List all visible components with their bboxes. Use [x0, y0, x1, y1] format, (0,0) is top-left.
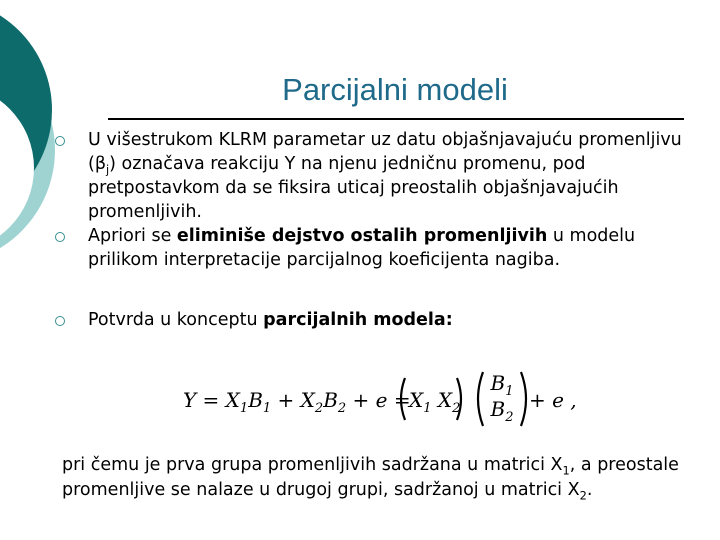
bullet-text: Apriori se: [88, 226, 177, 246]
bullet-item: [55, 224, 695, 272]
slide-title: Parcijalni modeli: [282, 72, 508, 107]
bullet-text: ) označava reakciju Y na njenu jedničnu promenu, pod pretpostavkom da se fiksira uticaj preostalih objašnjavajućih promenljivih.: [88, 154, 619, 222]
bullet-circle-icon: [55, 136, 65, 146]
subscript: j: [106, 162, 110, 177]
bullet-circle-icon: [55, 232, 65, 242]
bullet-item: [55, 308, 695, 332]
bullet-list: [55, 128, 695, 332]
equation-lhs: $Y = X_1B_1 + X_2B_2 + e$ =: [183, 388, 411, 416]
bullet-bold-text: parcijalnih modela:: [263, 310, 453, 330]
title-underline: [108, 118, 684, 120]
equation-row-matrix: $X_1$ $X_2$: [409, 388, 461, 416]
equation-end: + e ,: [529, 388, 577, 412]
equation-column-vector: $B_1$ $B_2$: [490, 371, 514, 425]
bullet-item: [55, 128, 695, 224]
footer-paragraph: pri čemu je prva grupa promenljivih sadržana u matrici $X_1$, a preostale promenljive se nalaze u drugoj grupi, sadržanoj u matrici $X_2$.: [62, 455, 679, 502]
bullet-bold-text: eliminiše dejstvo ostalih promenljivih: [176, 226, 548, 246]
bullet-circle-icon: [55, 316, 65, 326]
bullet-text: Potvrda u konceptu: [88, 310, 264, 330]
bullet-text: U višestrukom KLRM parametar uz datu objašnjavajuću promenljivu (β: [88, 130, 682, 174]
bullet-text: u modelu prilikom interpretacije parcijalnog koeficijenta nagiba.: [88, 226, 636, 270]
